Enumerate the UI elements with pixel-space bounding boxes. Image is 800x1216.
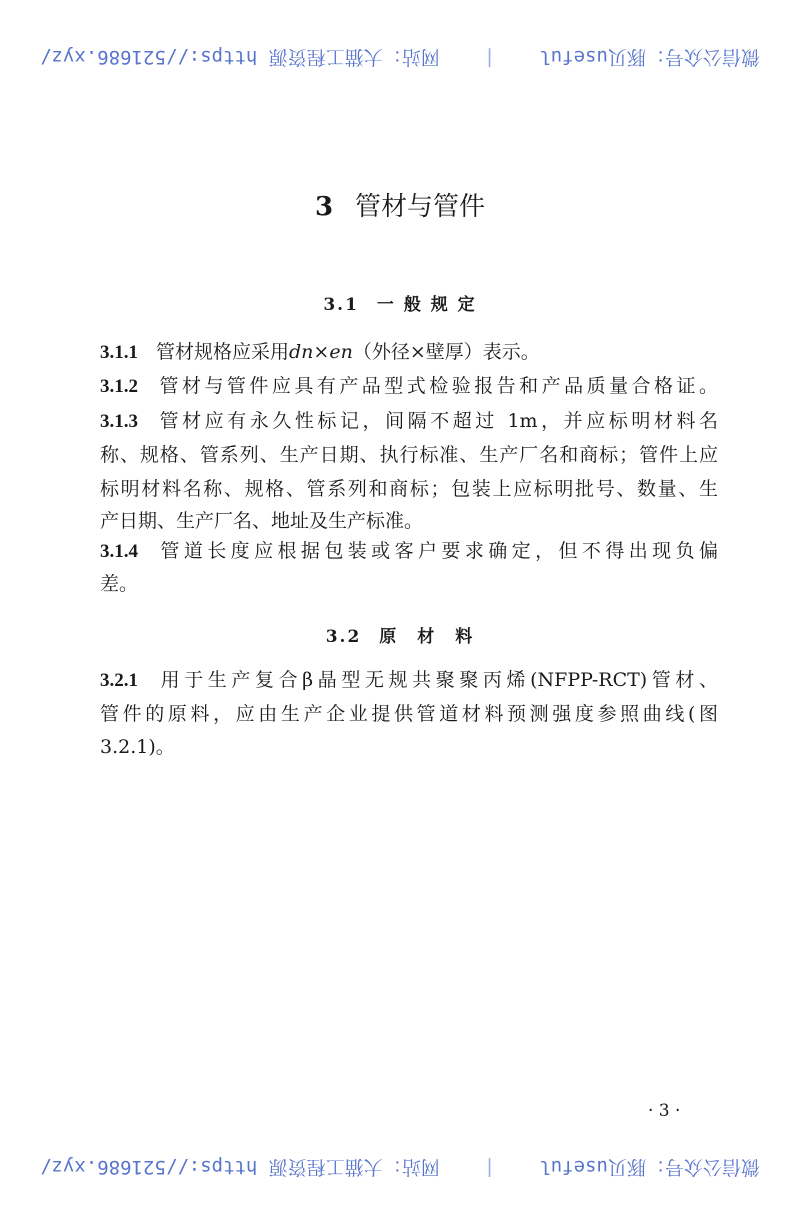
times-sign: × [313, 341, 330, 363]
chapter-title [0, 186, 800, 223]
clause-3-1-2 [100, 374, 718, 399]
clause-text-line: 差。 [100, 573, 139, 595]
clause-text: 用于生产复合β晶型无规共聚聚丙烯(NFPP-RCT)管材、 [156, 669, 718, 691]
watermark-top [40, 44, 760, 74]
watermark-separator: | [483, 48, 496, 70]
clause-3-1-3 [100, 409, 718, 434]
clause-text-line: 称、规格、管系列、生产日期、执行标准、生产厂名和商标；管件上应 [100, 444, 718, 466]
clause-text-line: 3.2.1)。 [100, 736, 175, 758]
clause-text: （外径×壁厚）表示。 [352, 341, 540, 363]
symbol-dn: dn [289, 341, 314, 363]
clause-3-2-1 [100, 668, 718, 693]
clause-number: 3.1.2 [100, 376, 138, 397]
section-number: 3.1 [323, 295, 359, 315]
section-heading-3-2 [0, 622, 800, 647]
section-title: 一 般 规 定 [376, 295, 477, 315]
clause-text: 管材规格应采用 [156, 341, 290, 363]
clause-text-line: 管件的原料，应由生产企业提供管道材料预测强度参照曲线(图 [100, 703, 718, 725]
clause-number: 3.1.3 [100, 411, 138, 432]
section-number: 3.2 [325, 627, 362, 647]
clause-text: 管道长度应根据包装或客户要求确定，但不得出现负偏 [156, 540, 718, 562]
symbol-en: en [329, 341, 353, 363]
clause-text-line: 标明材料名称、规格、管系列和商标；包装上应标明批号、数量、生 [100, 478, 718, 500]
clause-3-1-4 [100, 539, 718, 564]
page-number: · 3 · [648, 1101, 681, 1121]
watermark-site: 网站：大猫工程资源 https://521686.xyz/ [40, 46, 440, 69]
watermark-site: 网站：大猫工程资源 https://521686.xyz/ [40, 1156, 440, 1179]
section-heading-3-1 [0, 290, 800, 315]
watermark-separator: | [483, 1158, 496, 1180]
clause-number: 3.1.4 [100, 541, 138, 562]
chapter-title-text: 管材与管件 [355, 192, 486, 222]
section-title: 原 材 料 [379, 627, 475, 647]
clause-text: 管材应有永久性标记，间隔不超过 1m，并应标明材料名 [156, 410, 718, 432]
watermark-wechat: 微信公众号：豚贝useful [539, 46, 760, 69]
clause-number: 3.1.1 [100, 342, 138, 363]
clause-text: 管材与管件应具有产品型式检验报告和产品质量合格证。 [156, 375, 718, 397]
clause-number: 3.2.1 [100, 670, 138, 691]
watermark-wechat: 微信公众号：豚贝useful [539, 1156, 760, 1179]
watermark-bottom [40, 1154, 760, 1184]
clause-text-line: 产日期、生产厂名、地址及生产标准。 [100, 510, 424, 532]
clause-3-1-1 [100, 340, 718, 365]
chapter-number: 3 [314, 192, 334, 222]
